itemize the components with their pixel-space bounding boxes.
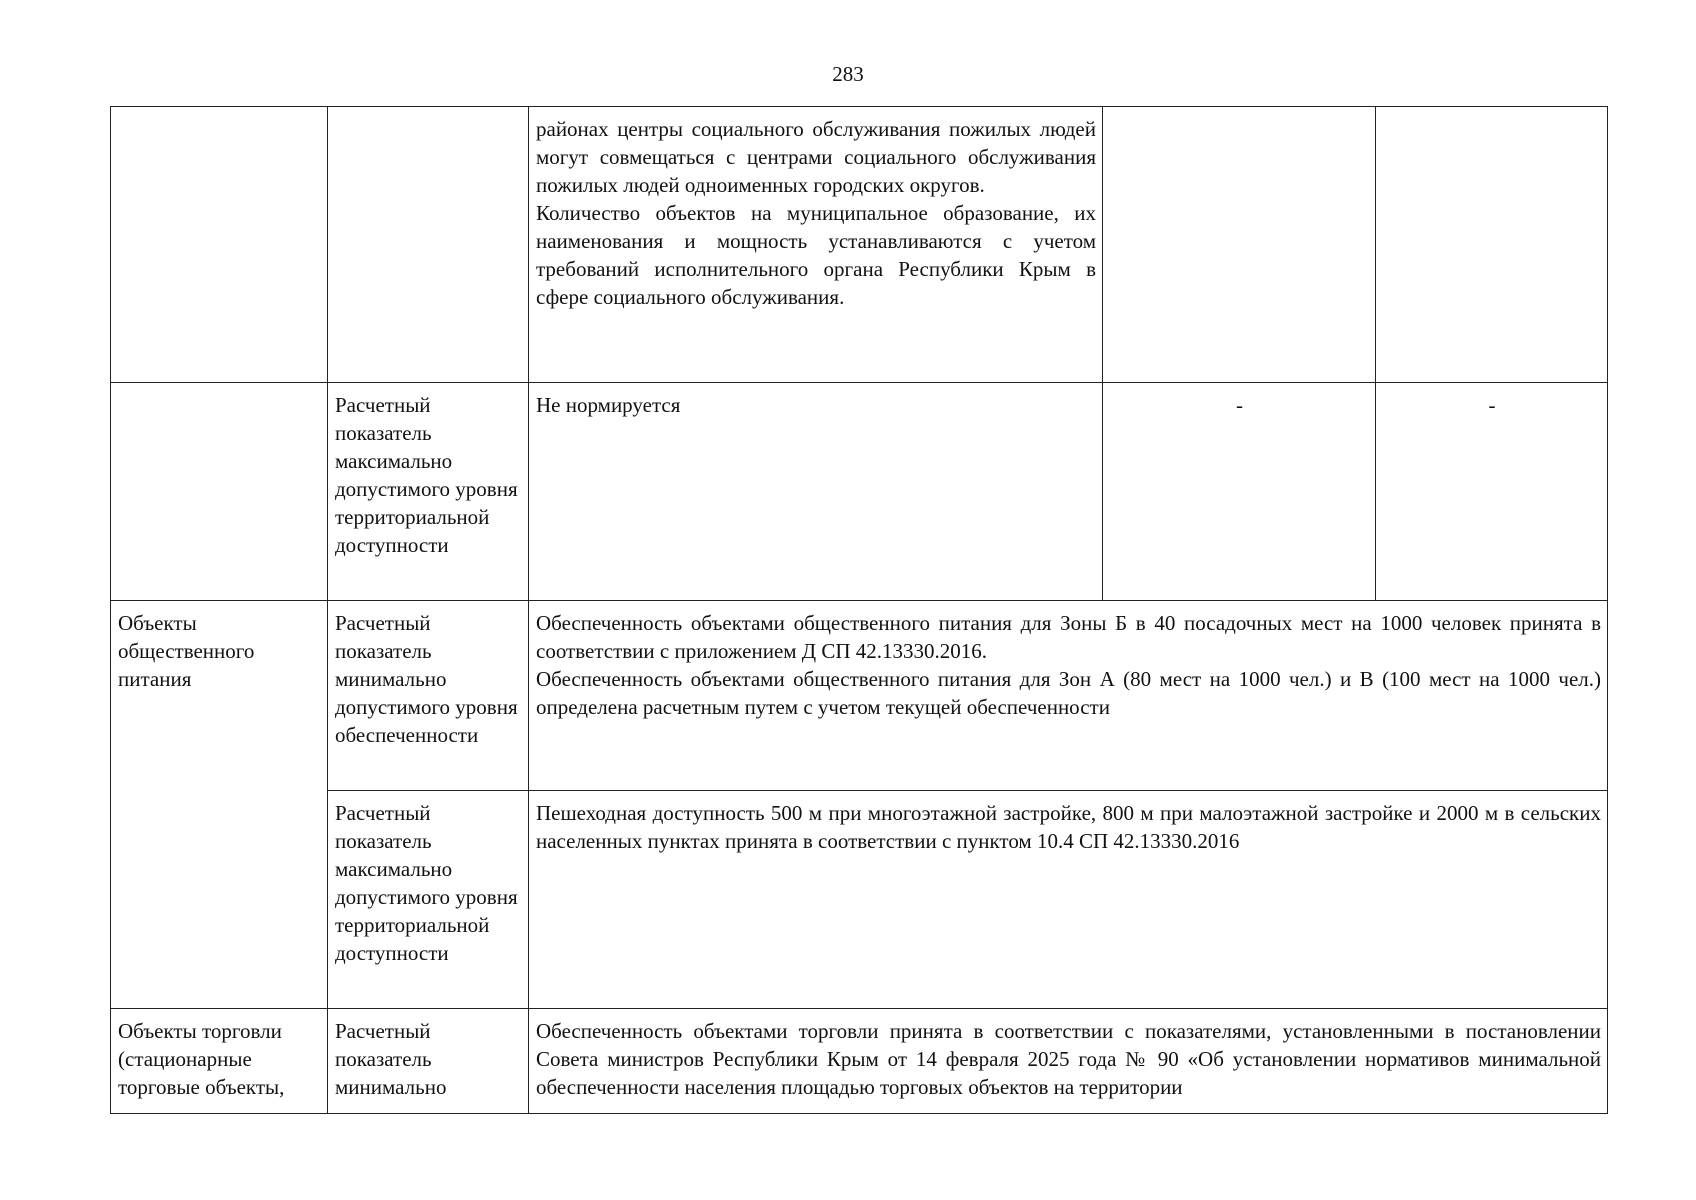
value-paragraph: Обеспеченность объектами общественного питания для Зон А (80 мест на 1000 чел.) и В (100 мест на 1000 чел.) определена расчетным путем с учетом текущей обеспеченности [536, 667, 1601, 719]
object-cell [111, 383, 328, 601]
standards-table [110, 106, 1608, 1114]
table-row [111, 383, 1608, 601]
indicator-cell: Расчетный показатель максимально допустимого уровня территориальной доступности [328, 383, 529, 601]
object-cell: Объекты торговли (стационарные торговые объекты, [111, 1009, 328, 1114]
value-cell: Обеспеченность объектами торговли принята в соответствии с показателями, установленными в постановлении Совета министров Республики Крым от 14 февраля 2025 года № 90 «Об установлении нормативов минимальной обеспеченности населения площадью торговых объектов на территории [529, 1009, 1608, 1114]
table-row [111, 107, 1608, 383]
extra-cell [1103, 107, 1376, 383]
value-cell: Не нормируется [529, 383, 1103, 601]
value-cell: Пешеходная доступность 500 м при многоэтажной застройке, 800 м при малоэтажной застройке и 2000 м в сельских населенных пунктах принята в соответствии с пунктом 10.4 СП 42.13330.2016 [529, 791, 1608, 1009]
value-cell [529, 107, 1103, 383]
value-paragraph: Количество объектов на муниципальное образование, их наименования и мощность устанавливаются с учетом требований исполнительного органа Республики Крым в сфере социального обслуживания. [536, 201, 1096, 309]
indicator-cell [328, 107, 529, 383]
indicator-cell: Расчетный показатель минимально допустимого уровня обеспеченности [328, 601, 529, 791]
object-cell: Объекты общественного питания [111, 601, 328, 1009]
extra-cell: - [1376, 383, 1608, 601]
value-cell [529, 601, 1608, 791]
table-row [111, 601, 1608, 791]
indicator-cell: Расчетный показатель минимально [328, 1009, 529, 1114]
table-row [111, 791, 1608, 1009]
extra-cell: - [1103, 383, 1376, 601]
table-row [111, 1009, 1608, 1114]
value-paragraph: Обеспеченность объектами общественного питания для Зоны Б в 40 посадочных мест на 1000 человек принята в соответствии с приложением Д СП 42.13330.2016. [536, 611, 1601, 663]
object-cell [111, 107, 328, 383]
extra-cell [1376, 107, 1608, 383]
indicator-cell: Расчетный показатель максимально допустимого уровня территориальной доступности [328, 791, 529, 1009]
page-number: 283 [832, 62, 864, 86]
value-paragraph: районах центры социального обслуживания пожилых людей могут совмещаться с центрами социального обслуживания пожилых людей одноименных городских округов. [536, 117, 1096, 197]
